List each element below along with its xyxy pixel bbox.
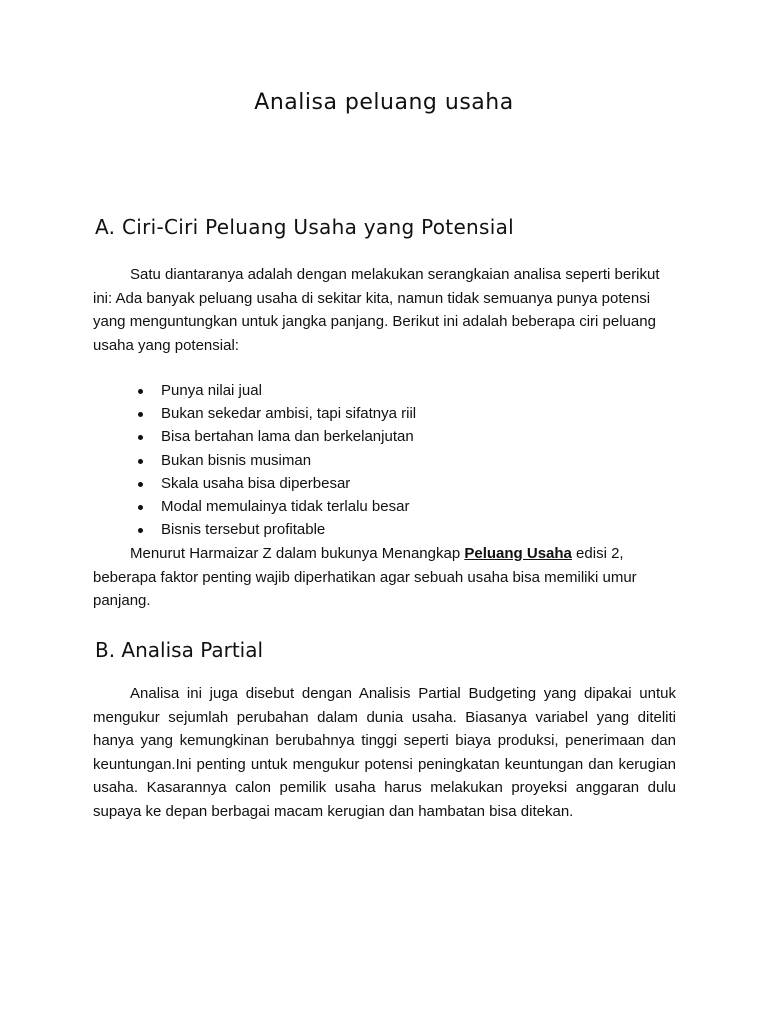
section-b-heading: B. Analisa Partial	[95, 638, 264, 662]
potential-traits-list	[93, 379, 416, 541]
list-item-text: Bisa bertahan lama dan berkelanjutan	[161, 428, 414, 446]
section-b-body-paragraph	[93, 682, 676, 823]
bullet-icon	[138, 459, 143, 464]
list-item	[93, 472, 416, 495]
list-item	[93, 402, 416, 425]
list-item	[93, 449, 416, 472]
list-item-text: Bukan sekedar ambisi, tapi sifatnya riil	[161, 405, 417, 423]
peluang-usaha-link[interactable]: Peluang Usaha	[464, 545, 572, 562]
section-a-followup-paragraph	[93, 542, 676, 613]
list-item-text: Modal memulainya tidak terlalu besar	[161, 497, 410, 515]
list-item-text: Skala usaha bisa diperbesar	[161, 474, 351, 492]
bullet-icon	[138, 482, 143, 487]
list-item-text: Bisnis tersebut profitable	[161, 521, 326, 539]
list-item-text: Punya nilai jual	[161, 382, 262, 399]
bullet-icon	[138, 389, 143, 394]
followup-text-after-link: edisi 2, beberapa faktor penting wajib diperhatikan agar sebuah usaha bisa memiliki umur panjang.	[93, 545, 637, 609]
section-a-intro-paragraph	[93, 263, 676, 357]
list-item	[93, 495, 416, 518]
bullet-icon	[138, 435, 143, 440]
list-item-text: Bukan bisnis musiman	[161, 451, 312, 469]
bullet-icon	[138, 505, 143, 510]
section-a-heading: A. Ciri-Ciri Peluang Usaha yang Potensial	[95, 215, 515, 239]
section-b-body-text: Analisa ini juga disebut dengan Analisis Partial Budgeting yang dipakai untuk mengukur sejumlah perubahan dalam dunia usaha. Biasanya variabel yang diteliti hanya yang kemungkinan berubahnya tinggi seperti biaya produksi, penerimaan dan keuntungan.Ini penting untuk mengukur potensi peningkatan keuntungan dan kerugian usaha. Kasarannya calon pemilik usaha harus melakukan proyeksi anggaran dulu supaya ke depan berbagai macam kerugian dan hambatan bisa ditekan.	[93, 685, 676, 820]
list-item	[93, 379, 416, 402]
section-a-intro-text: Satu diantaranya adalah dengan melakukan serangkaian analisa seperti berikut ini: Ada banyak peluang usaha di sekitar kita, namun tidak semuanya punya potensi yang menguntungkan untuk jangka panjang. Berikut ini adalah beberapa ciri peluang usaha yang potensial:	[93, 266, 660, 354]
document-title: Analisa peluang usaha	[254, 90, 514, 115]
bullet-icon	[138, 528, 143, 533]
bullet-icon	[138, 412, 143, 417]
followup-text-before-link: Menurut Harmaizar Z dalam bukunya Menangkap	[130, 545, 465, 562]
list-item	[93, 518, 416, 541]
list-item	[93, 425, 416, 448]
